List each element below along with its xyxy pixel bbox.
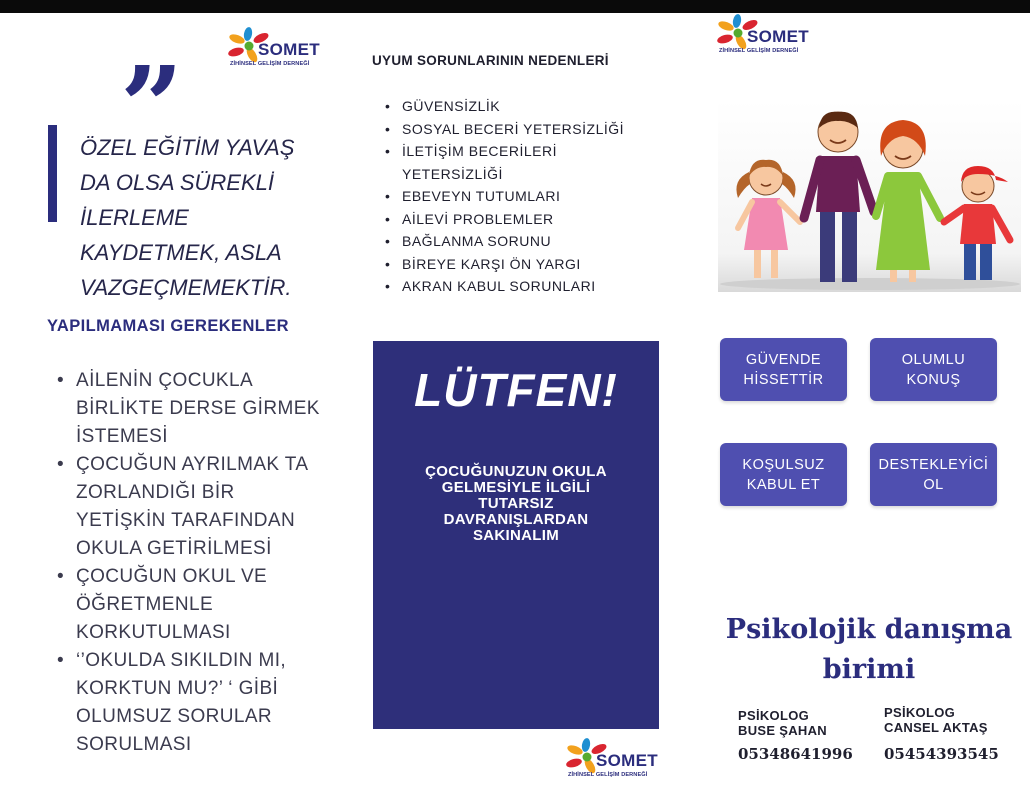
banner-title: LÜTFEN!: [414, 364, 618, 416]
be-supportive-tile: DESTEKLEYİCİ OL: [870, 443, 997, 506]
list-item: • ÇOCUĞUN OKUL VE ÖĞRETMENLE KORKUTULMASI: [57, 563, 327, 647]
accept-unconditionally-tile: KOŞULSUZ KABUL ET: [720, 443, 847, 506]
quote-mark-icon: ”: [120, 42, 184, 171]
motto-quote: ÖZEL EĞİTİM YAVAŞ DA OLSA SÜREKLİ İLERLEME KAYDETMEK, ASLA VAZGEÇMEMEKTİR.: [80, 135, 295, 300]
list-item: • AİLEVİ PROBLEMLER: [385, 208, 665, 231]
family-illustration-icon: [718, 100, 1021, 292]
banner-text: ÇOCUĞUNUZUN OKULA GELMESİYLE İLGİLİ TUTARSIZ DAVRANIŞLARDAN SAKINALIM: [425, 463, 607, 544]
somet-logo: [228, 27, 328, 89]
logo-name: SOMET: [747, 27, 809, 46]
donts-list: [57, 367, 327, 759]
phone-2: 05454393545: [884, 745, 999, 763]
list-item: • GÜVENSİZLİK: [385, 95, 665, 118]
causes-list: [385, 95, 665, 298]
quote-accent-bar: [48, 125, 57, 222]
logo-subtitle: ZİHİNSEL GELİŞİM DERNEĞİ: [719, 48, 799, 54]
logo-name: SOMET: [258, 40, 320, 59]
list-item: • SOSYAL BECERİ YETERSİZLİĞİ: [385, 118, 665, 141]
somet-logo: [717, 14, 817, 76]
logo-subtitle: ZİHİNSEL GELİŞİM DERNEĞİ: [568, 772, 648, 778]
top-dark-strip: [0, 0, 1030, 13]
logo-name: SOMET: [596, 751, 658, 770]
somet-logo: [566, 738, 666, 800]
list-item: • ‘’OKULDA SIKILDIN MI, KORKTUN MU?’ ‘ GİBİ OLUMSUZ SORULAR SORULMASI: [57, 647, 327, 759]
logo-subtitle: ZİHİNSEL GELİŞİM DERNEĞİ: [230, 61, 310, 67]
donts-heading: YAPILMAMASI GEREKENLER: [47, 317, 289, 335]
psychologist-1: PSİKOLOG BUSE ŞAHAN: [738, 708, 827, 738]
list-item: • İLETİŞİM BECERİLERİ YETERSİZLİĞİ: [385, 140, 595, 185]
list-item: • ÇOCUĞUN AYRILMAK TA ZORLANDIĞI BİR YETİŞKİN TARAFINDAN OKULA GETİRİLMESİ: [57, 451, 327, 563]
list-item: • AKRAN KABUL SORUNLARI: [385, 275, 665, 298]
list-item: • AİLENİN ÇOCUKLA BİRLİKTE DERSE GİRMEK İSTEMESİ: [57, 367, 327, 451]
list-item: • BİREYE KARŞI ÖN YARGI: [385, 253, 665, 276]
list-item: • BAĞLANMA SORUNU: [385, 230, 665, 253]
psychologist-2: PSİKOLOG CANSEL AKTAŞ: [884, 705, 988, 735]
causes-heading: UYUM SORUNLARININ NEDENLERİ: [372, 53, 609, 68]
list-item: • EBEVEYN TUTUMLARI: [385, 185, 665, 208]
counseling-unit-title: Psikolojik danışma birimi: [725, 614, 1013, 685]
please-banner: [373, 341, 659, 729]
phone-1: 05348641996: [738, 745, 853, 763]
speak-positive-tile: OLUMLU KONUŞ: [870, 338, 997, 401]
feel-safe-tile: GÜVENDE HİSSETTİR: [720, 338, 847, 401]
